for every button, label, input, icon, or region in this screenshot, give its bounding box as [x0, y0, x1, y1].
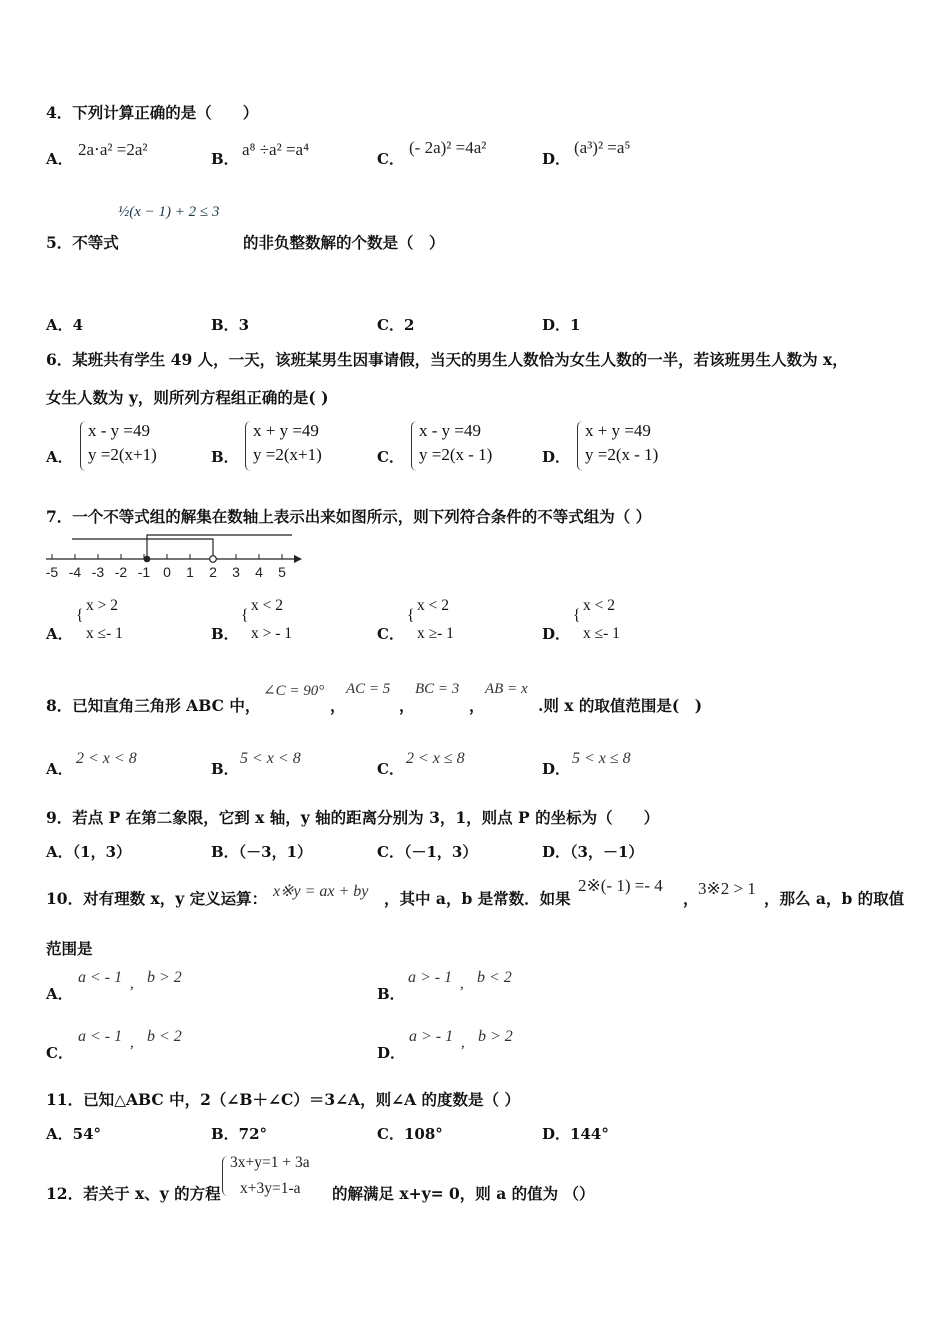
q10-option-b-cond-b: b < 2 — [477, 969, 512, 986]
q10-option-a-cond-a: a < - 1 — [78, 969, 123, 986]
q7-option-a-eq2: x ≤- 1 — [86, 625, 123, 642]
q6-option-d-eq2: y =2(x - 1) — [585, 445, 659, 464]
q7-option-c-eq1: x < 2 — [417, 597, 449, 614]
q6-option-b-eq2: y =2(x+1) — [253, 445, 322, 464]
q6-option-d-label: D． — [542, 448, 571, 466]
q10-option-d-cond-b: b > 2 — [478, 1028, 513, 1045]
q7-open-point — [210, 556, 217, 563]
q11-option-a: A．54° — [46, 1125, 102, 1143]
q8-condition-ab: AB = x — [485, 681, 528, 697]
q7-number-line — [40, 532, 310, 582]
q4-option-a: 2a⋅a² =2a² — [78, 140, 148, 159]
q6-stem-line2: 女生人数为 y，则所列方程组正确的是( ) — [46, 388, 329, 407]
q7-tick-label: 1 — [186, 564, 194, 580]
q10-option-c-cond-a: a < - 1 — [78, 1028, 123, 1045]
q8-option-c-label: C． — [377, 760, 404, 778]
q10-option-a-label: A． — [46, 985, 73, 1003]
q5-option-b: B．3 — [211, 316, 250, 334]
q7-tick-label: 2 — [209, 564, 217, 580]
q10-option-b-label: B． — [377, 985, 405, 1003]
q4-stem: 4．下列计算正确的是（ ） — [46, 103, 259, 122]
q6-option-c-eq1: x - y =49 — [419, 421, 481, 440]
q7-tick-label: -2 — [114, 564, 128, 580]
q5-stem-post: 的非负整数解的个数是（ ） — [243, 233, 445, 252]
q6-option-c-eq2: y =2(x - 1) — [419, 445, 493, 464]
q7-tick-label: 4 — [255, 564, 263, 580]
q6-stem-line1: 6．某班共有学生 49 人，一天，该班某男生因事请假，当天的男生人数恰为女生人数的一半，若该班男生人数为 x， — [46, 350, 848, 369]
q10-comma: ， — [683, 889, 699, 908]
q8-option-d-label: D． — [542, 760, 571, 778]
q8-option-a-label: A． — [46, 760, 73, 778]
q10-option-b-cond-a: a > - 1 — [408, 969, 453, 986]
q10-option-d-label: D． — [377, 1044, 406, 1062]
q4-option-a-label: A． — [46, 150, 73, 168]
q10-condition-1: 2※(- 1) =- 4 — [578, 876, 663, 895]
q8-sep: ， — [330, 696, 346, 715]
q8-sep: ， — [399, 696, 415, 715]
q10-option-c-cond-b: b < 2 — [147, 1028, 182, 1045]
q7-tick-label: 5 — [278, 564, 286, 580]
q6-option-d-eq1: x + y =49 — [585, 421, 651, 440]
q7-option-d-label: D． — [542, 625, 571, 643]
q6-option-b-label: B． — [211, 448, 239, 466]
q8-option-a: 2 < x < 8 — [76, 750, 137, 767]
q7-tick-label: -4 — [68, 564, 82, 580]
q10-stem-line2: 范围是 — [46, 939, 93, 958]
q7-solid-point — [144, 556, 151, 563]
q9-stem: 9．若点 P 在第二象限，它到 x 轴，y 轴的距离分别为 3，1，则点 P 的坐标为（ ） — [46, 808, 660, 827]
q4-option-c: (- 2a)² =4a² — [409, 138, 487, 157]
q12-stem-pre: 12．若关于 x、y 的方程 — [46, 1184, 221, 1203]
q12-stem-post: 的解满足 x+y= 0，则 a 的值为 （） — [332, 1184, 595, 1203]
q7-option-a-label: A． — [46, 625, 73, 643]
q8-stem-post: .则 x 的取值范围是( ) — [538, 696, 703, 715]
q11-stem: 11．已知△ABC 中，2（∠B＋∠C）＝3∠A，则∠A 的度数是（ ） — [46, 1090, 520, 1109]
q6-option-a-label: A． — [46, 448, 73, 466]
q7-option-b-eq2: x > - 1 — [251, 625, 293, 642]
q8-option-b-label: B． — [211, 760, 239, 778]
q4-option-d-label: D． — [542, 150, 571, 168]
q5-inequality: ½(x − 1) + 2 ≤ 3 — [118, 204, 220, 220]
q10-option-a-cond-b: b > 2 — [147, 969, 182, 986]
q12-equation-2: x+3y=1-a — [240, 1180, 301, 1197]
q7-option-d-eq2: x ≤- 1 — [583, 625, 620, 642]
q10-option-d-cond-a: a > - 1 — [409, 1028, 454, 1045]
q8-stem-pre: 8．已知直角三角形 ABC 中， — [46, 696, 261, 715]
q7-option-c-label: C． — [377, 625, 404, 643]
q7-stem: 7．一个不等式组的解集在数轴上表示出来如图所示，则下列符合条件的不等式组为（ ） — [46, 507, 652, 526]
q10-condition-2: 3※2 > 1 — [698, 879, 756, 898]
q9-option-a: A．（1，3） — [46, 843, 132, 861]
q8-option-d: 5 < x ≤ 8 — [572, 750, 631, 767]
q7-tick-label: 3 — [232, 564, 240, 580]
q6-option-a-eq1: x - y =49 — [88, 421, 150, 440]
q9-option-b: B．（－3，1） — [211, 843, 313, 861]
q5-option-a: A．4 — [46, 316, 84, 334]
q6-option-c-label: C． — [377, 448, 404, 466]
q8-option-b: 5 < x < 8 — [240, 750, 301, 767]
q7-ray-less-than-2 — [72, 539, 213, 557]
q6-option-a-eq2: y =2(x+1) — [88, 445, 157, 464]
q5-stem-pre: 5．不等式 — [46, 233, 119, 252]
q8-sep: ， — [469, 696, 485, 715]
q10-stem-mid: ，其中 a，b 是常数．如果 — [384, 889, 571, 908]
q8-condition-ac: AC = 5 — [346, 681, 391, 697]
q8-option-c: 2 < x ≤ 8 — [406, 750, 465, 767]
q11-option-b: B．72° — [211, 1125, 268, 1143]
q4-option-d: (a³)² =a⁵ — [574, 138, 631, 157]
q4-option-b-label: B． — [211, 150, 239, 168]
q5-option-d: D．1 — [542, 316, 581, 334]
q4-option-b: a⁸ ÷a² =a⁴ — [242, 140, 310, 159]
q8-condition-bc: BC = 3 — [415, 681, 460, 697]
q7-tick-label: 0 — [163, 564, 171, 580]
q5-option-c: C．2 — [377, 316, 415, 334]
q7-option-b-eq1: x < 2 — [251, 597, 283, 614]
q12-equation-1: 3x+y=1 + 3a — [230, 1154, 310, 1171]
q10-operation: x※y = ax + by — [273, 883, 369, 900]
q11-option-d: D．144° — [542, 1125, 609, 1143]
q7-option-a-eq1: x > 2 — [86, 597, 118, 614]
q10-stem-pre: 10．对有理数 x，y 定义运算： — [46, 889, 268, 908]
q7-ray-greater-eq-minus1 — [147, 535, 292, 557]
q7-tick-label: -3 — [91, 564, 105, 580]
q9-option-c: C．（－1，3） — [377, 843, 478, 861]
q10-stem-post: ，那么 a，b 的取值 — [764, 889, 905, 908]
q7-option-c-eq2: x ≥- 1 — [417, 625, 454, 642]
q7-option-b-label: B． — [211, 625, 239, 643]
q7-option-d-eq1: x < 2 — [583, 597, 615, 614]
q7-tick-label: -5 — [45, 564, 59, 580]
q9-option-d: D．（3，－1） — [542, 843, 644, 861]
q10-option-c-label: C． — [46, 1044, 73, 1062]
q8-condition-angle: ∠C = 90° — [263, 683, 325, 699]
q4-option-c-label: C． — [377, 150, 404, 168]
q6-option-b-eq1: x + y =49 — [253, 421, 319, 440]
q11-option-c: C．108° — [377, 1125, 443, 1143]
q7-tick-label: -1 — [137, 564, 151, 580]
